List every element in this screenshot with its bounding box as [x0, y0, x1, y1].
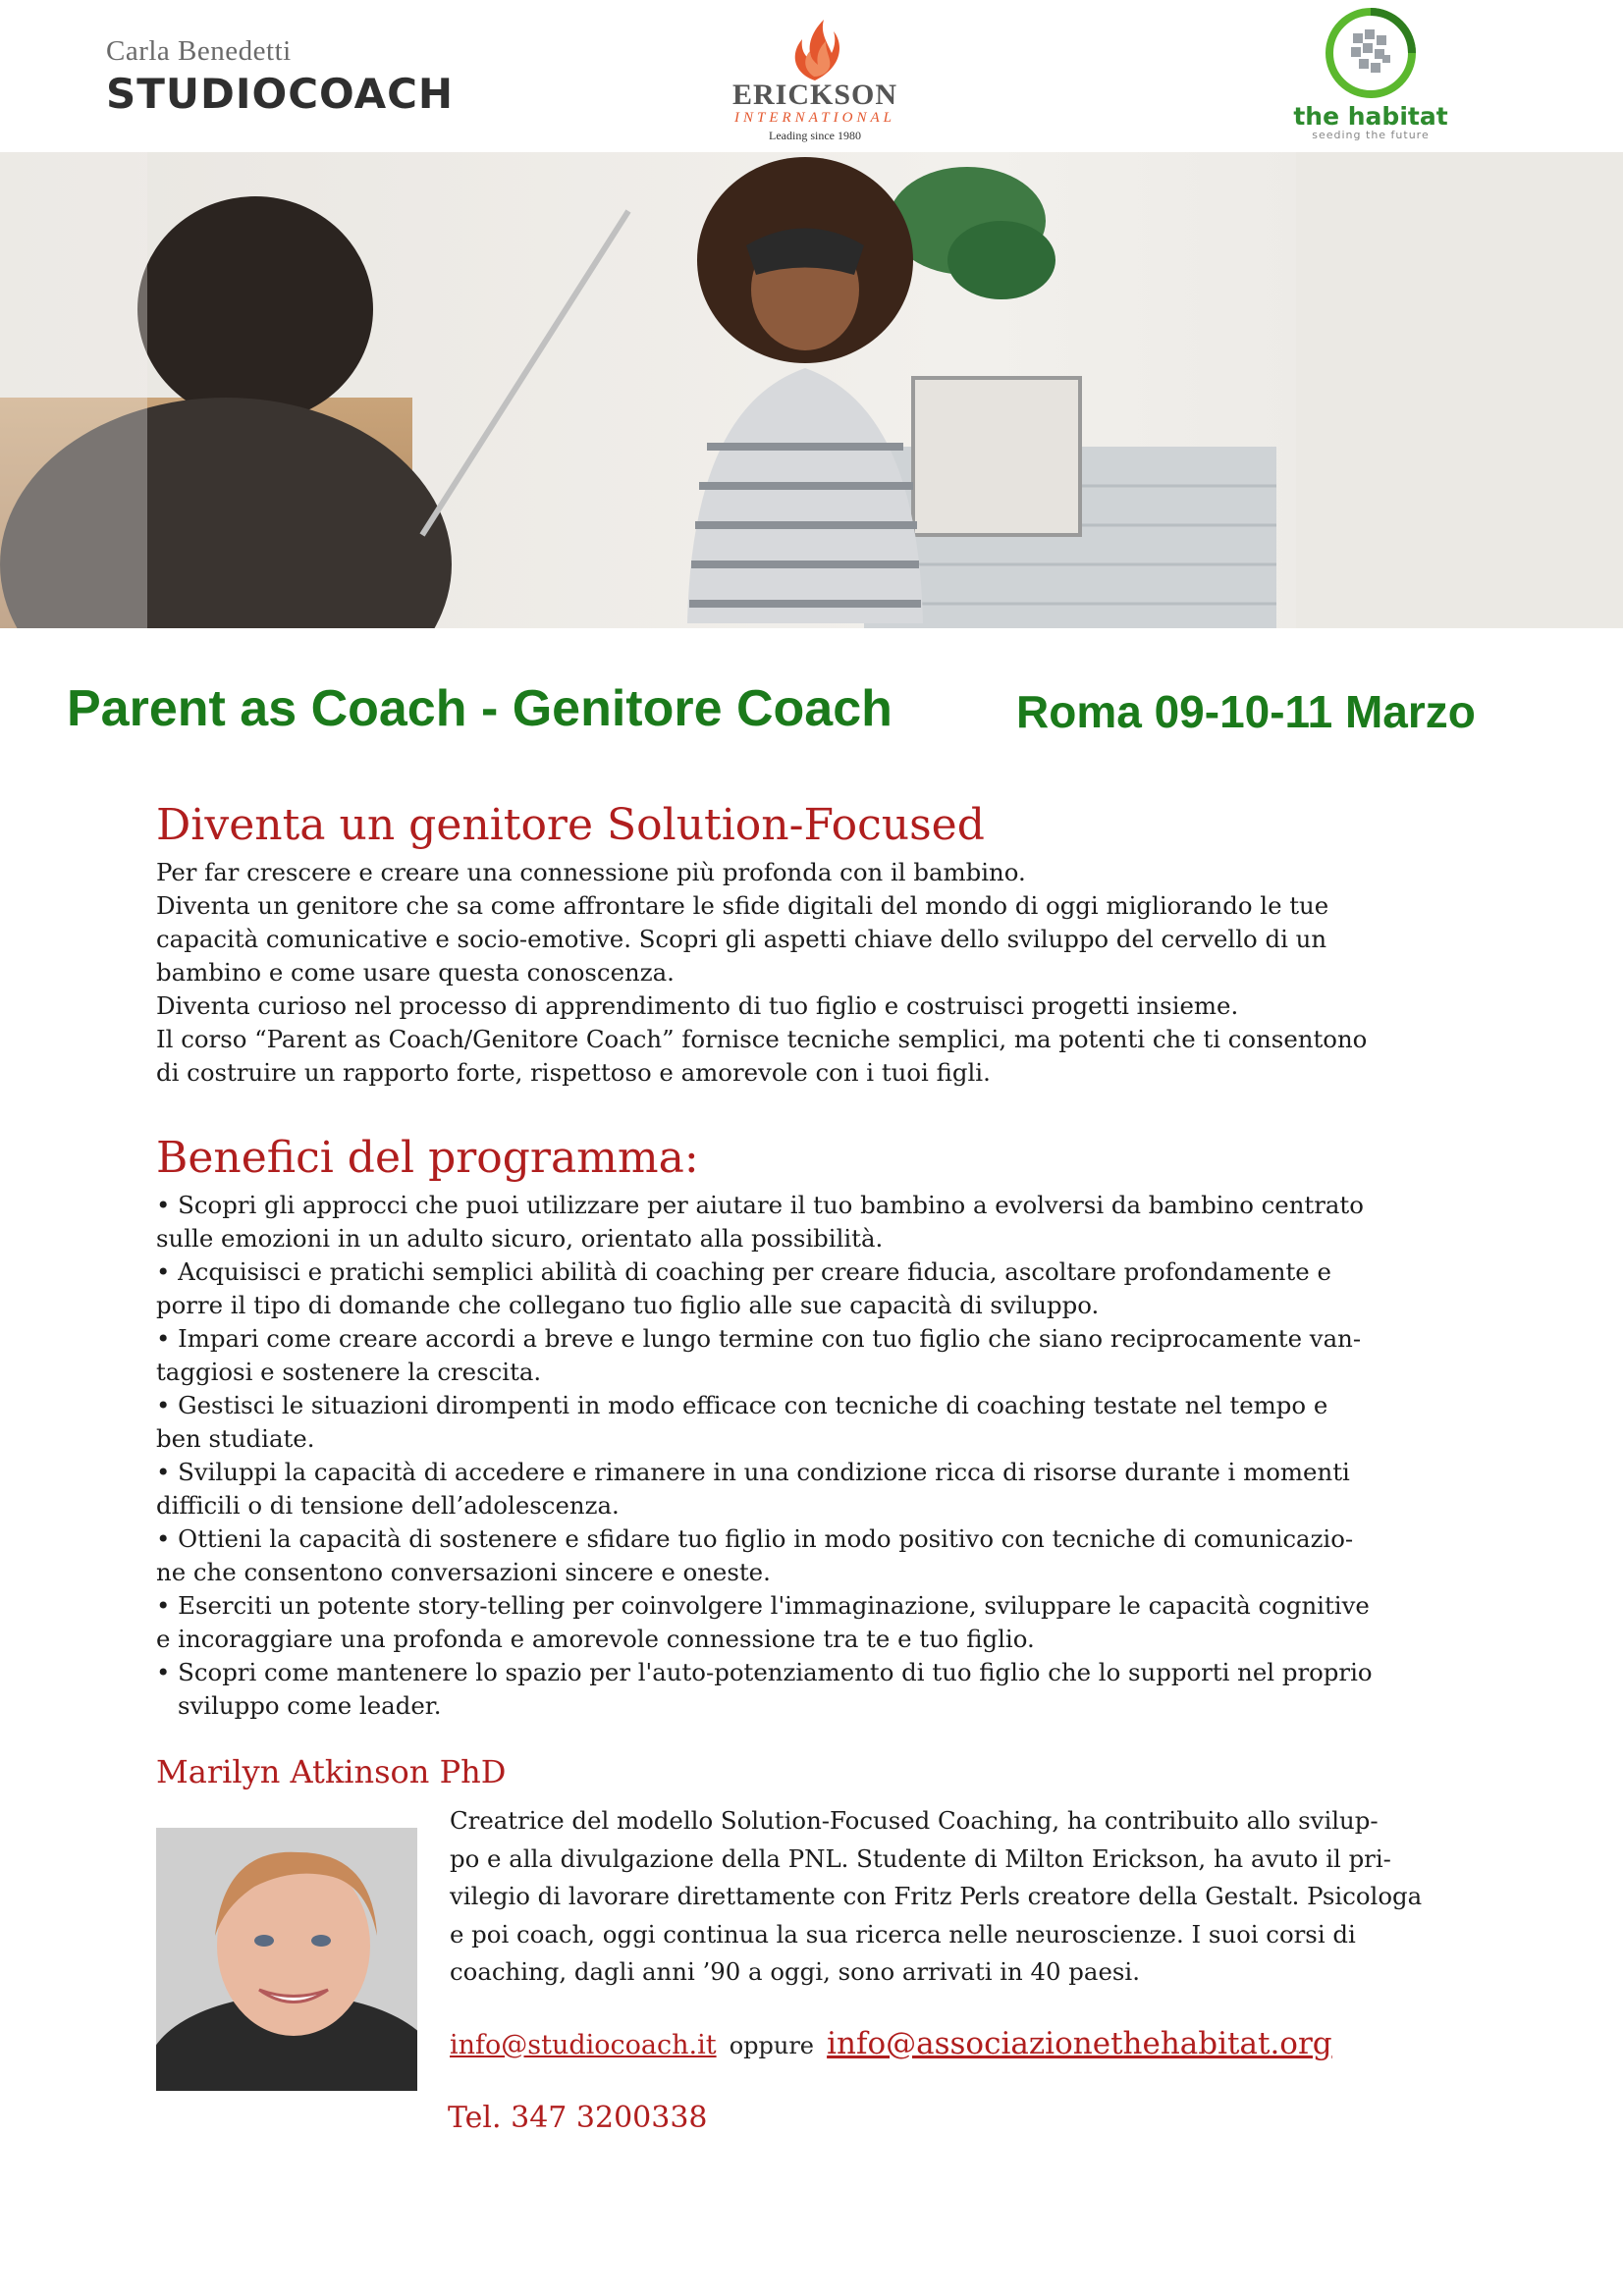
benefit-line: porre il tipo di domande che collegano tuo figlio alle sue capacità di sviluppo. — [156, 1291, 1100, 1319]
benefit-line: • Sviluppi la capacità di accedere e rimanere in una condizione ricca di risorse durante i momenti — [156, 1458, 1350, 1486]
intro-line: Diventa curioso nel processo di apprendimento di tuo figlio e costruisci progetti insieme. — [156, 991, 1239, 1020]
bio-line: po e alla divulgazione della PNL. Studente di Milton Erickson, ha avuto il pri- — [450, 1843, 1391, 1873]
erickson-logo-name: ERICKSON — [731, 79, 898, 111]
page-title: Parent as Coach - Genitore Coach — [67, 680, 893, 737]
erickson-logo-subtitle: INTERNATIONAL — [734, 110, 895, 126]
benefit-line: • Eserciti un potente story-telling per coinvolgere l'immaginazione, sviluppare le capacità cognitive — [156, 1591, 1370, 1620]
email-habitat-link[interactable]: info@associazionethehabitat.org — [827, 2026, 1332, 2061]
intro-paragraph — [156, 856, 1487, 1090]
contact-emails — [450, 2026, 1332, 2061]
benefit-line: ne che consentono conversazioni sincere e oneste. — [156, 1558, 771, 1586]
email-studiocoach-link[interactable]: info@studiocoach.it — [450, 2030, 717, 2060]
bio-line: Creatrice del modello Solution-Focused Coaching, ha contribuito allo svilup- — [450, 1806, 1379, 1835]
erickson-logo — [707, 4, 923, 143]
benefits-heading: Benefici del programma: — [156, 1133, 699, 1183]
erickson-logo-since: Leading since 1980 — [769, 129, 861, 142]
bio-line: coaching, dagli anni ’90 a oggi, sono arrivati in 40 paesi. — [450, 1957, 1140, 1986]
bio-line: vilegio di lavorare direttamente con Fritz Perls creatore della Gestalt. Psicologa — [450, 1882, 1423, 1910]
event-date: Roma 09-10-11 Marzo — [1016, 686, 1476, 737]
benefit-line: e incoraggiare una profonda e amorevole connessione tra te e tuo figlio. — [156, 1625, 1035, 1653]
intro-line: bambino e come usare questa conoscenza. — [156, 958, 675, 987]
coach-name: Marilyn Atkinson PhD — [156, 1753, 507, 1790]
studiocoach-logo-owner: Carla Benedetti — [106, 35, 292, 67]
globe-icon — [1324, 6, 1418, 100]
studiocoach-logo — [106, 35, 460, 118]
benefit-line: sviluppo come leader. — [178, 1691, 442, 1720]
intro-heading: Diventa un genitore Solution-Focused — [156, 800, 985, 850]
benefits-section — [156, 1133, 1487, 1723]
benefit-line: • Acquisisci e pratichi semplici abilità di coaching per creare fiducia, ascoltare profondamente e — [156, 1257, 1331, 1286]
habitat-logo-tagline: seeding the future — [1312, 129, 1430, 141]
phone-number: Tel. 347 3200338 — [448, 2101, 708, 2135]
or-separator: oppure — [729, 2032, 815, 2059]
bio-line: e poi coach, oggi continua la sua ricerca nelle neuroscienze. I suoi corsi di — [450, 1919, 1356, 1949]
habitat-logo — [1272, 6, 1469, 141]
intro-line: di costruire un rapporto forte, rispettoso e amorevole con i tuoi figli. — [156, 1058, 991, 1087]
coach-portrait — [156, 1828, 417, 2091]
main-content — [156, 800, 1487, 1723]
intro-line: capacità comunicative e socio-emotive. Scopri gli aspetti chiave dello sviluppo del cervello di un — [156, 925, 1327, 953]
flame-icon — [781, 4, 849, 82]
benefit-line: ben studiate. — [156, 1424, 315, 1453]
intro-line: Diventa un genitore che sa come affrontare le sfide digitali del mondo di oggi migliorando le tue — [156, 891, 1329, 920]
hero-photo — [0, 152, 1623, 628]
benefit-line: • Scopri come mantenere lo spazio per l'auto-potenziamento di tuo figlio che lo supporti nel proprio — [156, 1658, 1373, 1686]
benefit-line: • Scopri gli approcci che puoi utilizzare per aiutare il tuo bambino a evolversi da bambino centrato — [156, 1191, 1364, 1219]
benefit-line: • Ottieni la capacità di sostenere e sfidare tuo figlio in modo positivo con tecniche di comunicazio- — [156, 1524, 1354, 1553]
benefit-line: difficili o di tensione dell’adolescenza. — [156, 1491, 620, 1520]
coach-bio — [450, 1802, 1490, 1992]
studiocoach-logo-name: STUDIOCOACH — [106, 70, 455, 118]
benefit-line: taggiosi e sostenere la crescita. — [156, 1358, 542, 1386]
intro-line: Per far crescere e creare una connessione più profonda con il bambino. — [156, 858, 1026, 886]
intro-line: Il corso “Parent as Coach/Genitore Coach” fornisce tecniche semplici, ma potenti che ti consentono — [156, 1025, 1368, 1053]
benefit-line: • Impari come creare accordi a breve e lungo termine con tuo figlio che siano reciprocamente van- — [156, 1324, 1362, 1353]
benefit-line: • Gestisci le situazioni dirompenti in modo efficace con tecniche di coaching testate nel tempo e — [156, 1391, 1328, 1419]
habitat-logo-name: the habitat — [1293, 102, 1448, 131]
benefit-line: sulle emozioni in un adulto sicuro, orientato alla possibilità. — [156, 1224, 884, 1253]
